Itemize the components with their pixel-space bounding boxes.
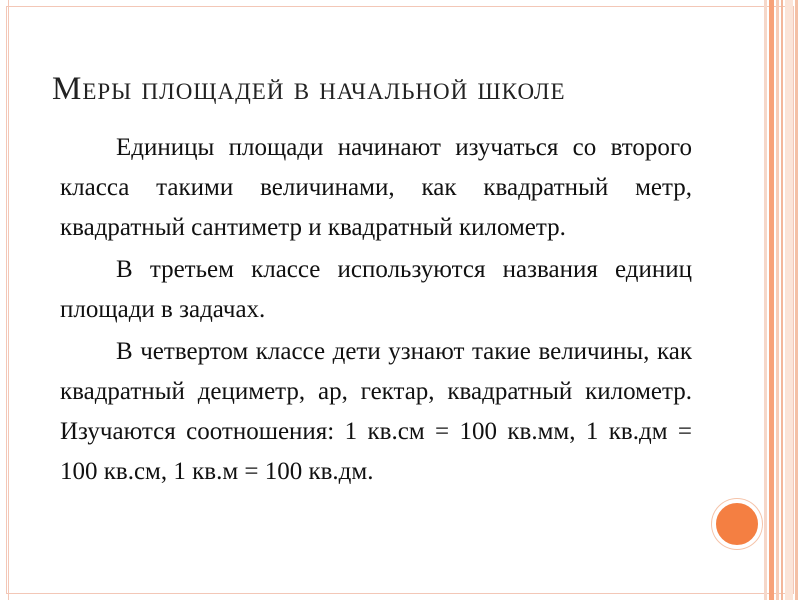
decorative-stripe bbox=[769, 0, 774, 600]
paragraph-1: Единицы площади начинают изучаться со второго класса такими величинами, как квадратный метр, квадратный сантиметр и квадратный километр. bbox=[60, 134, 692, 241]
decorative-stripe bbox=[781, 0, 783, 600]
decorative-circle-icon bbox=[712, 499, 762, 549]
paragraph-3: В четвертом классе дети узнают такие величины, как квадратный дециметр, ар, гектар, квадратный километр. Изучаются соотношения: 1 кв.см = 100 кв.мм, 1 кв.дм = 100 кв.см, 1 кв.м = 100 кв.дм. bbox=[60, 338, 692, 485]
slide-title: Меры площадей в начальной школе bbox=[52, 71, 566, 107]
decorative-stripe bbox=[764, 0, 767, 600]
decorative-stripe bbox=[795, 0, 798, 600]
decorative-stripe bbox=[785, 0, 793, 600]
paragraph-2: В третьем классе используются названия единиц площади в задачах. bbox=[60, 256, 692, 323]
decorative-stripe bbox=[776, 0, 779, 600]
slide-body bbox=[60, 128, 692, 492]
left-border-line bbox=[8, 0, 9, 600]
